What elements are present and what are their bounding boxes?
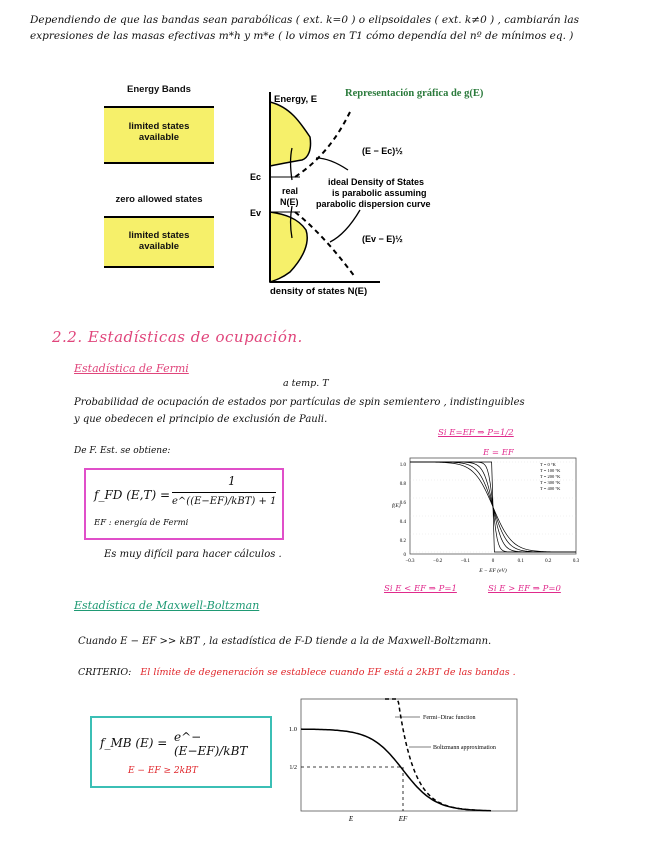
energy-bands-title: Energy Bands xyxy=(127,84,191,95)
fd-xtick: −0.3 xyxy=(405,559,415,564)
mb-chart xyxy=(285,695,525,825)
fd-xtick: 0.1 xyxy=(517,559,524,564)
fd-ytick: 0.2 xyxy=(399,539,406,544)
n-of-e-label: N(E) xyxy=(280,197,299,207)
fermi-text-2: y que obedecen el principio de exclusión de Pauli. xyxy=(74,414,328,425)
mb-fd-curve xyxy=(301,729,491,811)
mb-formula-lhs: f_MB (E) = xyxy=(100,736,168,750)
fd-y-ticks xyxy=(400,463,407,558)
real-label: real xyxy=(282,186,299,196)
bottom-band-label: limited states available xyxy=(128,230,190,252)
fd-ylabel: f(E) xyxy=(392,503,401,509)
dos-title: Representación gráfica de g(E) xyxy=(345,88,484,99)
dos-axis-y-label: Energy, E xyxy=(274,94,318,105)
mb-y-one: 1.0 xyxy=(288,726,297,733)
dos-yellow-lower xyxy=(270,212,307,282)
section-title: 2.2. Estadísticas de ocupación. xyxy=(52,328,303,346)
fd-legend-item: T = 100 °K xyxy=(540,468,561,473)
top-band-bottom-line xyxy=(104,162,214,164)
ideal-arrow-up xyxy=(316,158,348,170)
fermi-formula-num: 1 xyxy=(228,474,236,488)
fermi-formula-box xyxy=(84,468,284,540)
note-arrow-ef: E = EF xyxy=(483,448,514,458)
mb-formula-rhs: e^−(E−EF)/kBT xyxy=(174,730,248,758)
ef-definition: EF : energía de Fermi xyxy=(94,518,189,528)
mb-formula-box xyxy=(90,716,272,788)
note-e-greater-ef: Si E > EF ⇒ P=0 xyxy=(488,584,561,594)
fd-ytick: 0.4 xyxy=(399,520,406,525)
intro-line-2: expresiones de las masas efectivas m*h y m*e ( lo vimos en T1 cómo dependía del nº de mínimos eq. ) xyxy=(30,30,574,42)
bottom-band-bottom-line xyxy=(104,266,214,268)
ideal-line-3: parabolic dispersion curve xyxy=(316,199,431,209)
fd-legend-item: T = 200 °K xyxy=(540,474,561,479)
upper-eq-label: (E − Ec)½ xyxy=(362,146,403,156)
real-arrow-up xyxy=(291,148,293,180)
fd-xtick: −0.1 xyxy=(460,559,470,564)
ideal-arrow-down xyxy=(330,210,360,242)
energy-bands-figure xyxy=(104,84,214,274)
criterio-text: El límite de degeneración se establece cuando EF está a 2kBT de las bandas . xyxy=(140,667,516,678)
mb-condition: E − EF ≥ 2kBT xyxy=(128,766,198,776)
fermi-text-1: Probabilidad de ocupación de estados por partículas de spin semientero , indistinguibles xyxy=(74,397,525,408)
ideal-line-2: is parabolic assuming xyxy=(332,188,427,198)
mb-boltz-label: Boltzmann approximation xyxy=(433,745,496,751)
mb-y-half: 1/2 xyxy=(289,765,297,771)
fermi-formula-den: e^((E−EF)/kBT) + 1 xyxy=(172,496,277,507)
temp-note: a temp. T xyxy=(283,378,329,389)
fermi-from: De F. Est. se obtiene: xyxy=(74,446,171,456)
mb-x-e: E xyxy=(348,815,354,823)
ideal-line-1: ideal Density of States xyxy=(328,177,425,187)
note-e-equals-ef: Si E=EF ⇒ P=1/2 xyxy=(438,428,514,438)
lower-eq-label: (Ev − E)½ xyxy=(362,234,403,244)
fd-ytick: 0.6 xyxy=(399,501,406,506)
mb-text: Cuando E − EF >> kBT , la estadística de F-D tiende a la de Maxwell-Boltzmann. xyxy=(78,636,492,647)
criterio-label: CRITERIO: xyxy=(78,667,132,678)
fermi-heading: Estadística de Fermi xyxy=(74,362,189,375)
fermi-formula-lhs: f_FD (E,T) = xyxy=(94,488,171,502)
intro-paragraph xyxy=(30,12,620,44)
fd-xtick: 0 xyxy=(491,559,495,564)
fermi-difficult: Es muy difícil para hacer cálculos . xyxy=(104,549,282,560)
fermi-dirac-chart xyxy=(390,452,582,580)
fd-legend-item: T = 400 °K xyxy=(540,486,561,491)
fd-ytick: 0 xyxy=(403,553,406,558)
top-band-label: limited states available xyxy=(128,121,190,143)
mb-fd-label: Fermi−Dirac function xyxy=(423,715,476,721)
fd-xtick: −0.2 xyxy=(433,559,443,564)
ec-label: Ec xyxy=(250,172,262,182)
fd-legend-item: T = 0 °K xyxy=(540,462,556,467)
dos-figure xyxy=(240,82,500,297)
fd-legend-item: T = 300 °K xyxy=(540,480,561,485)
fd-ytick: 0.8 xyxy=(399,482,406,487)
criterio-line xyxy=(78,667,638,678)
fd-xtick: 0.2 xyxy=(545,559,552,564)
intro-line-1: Dependiendo de que las bandas sean parabólicas ( ext. k=0 ) o elipsoidales ( ext. k≠0 ) , cambiarán las xyxy=(30,14,580,26)
ev-label: Ev xyxy=(250,208,262,218)
fd-xtick: 0.3 xyxy=(572,559,580,564)
fd-ytick: 1.0 xyxy=(399,463,406,468)
fermi-fraction-bar xyxy=(172,492,276,493)
fd-x-ticks xyxy=(405,559,579,564)
mb-x-ef: EF xyxy=(398,815,408,823)
fd-legend xyxy=(540,462,561,491)
mb-plot-frame xyxy=(301,699,517,811)
note-e-less-ef: Si E < EF ⇒ P=1 xyxy=(384,584,457,594)
mb-heading: Estadística de Maxwell-Boltzman xyxy=(74,599,260,612)
fd-xlabel: E − EF (eV) xyxy=(479,568,507,574)
gap-label: zero allowed states xyxy=(115,194,203,205)
dos-axis-x-label: density of states N(E) xyxy=(270,286,368,297)
